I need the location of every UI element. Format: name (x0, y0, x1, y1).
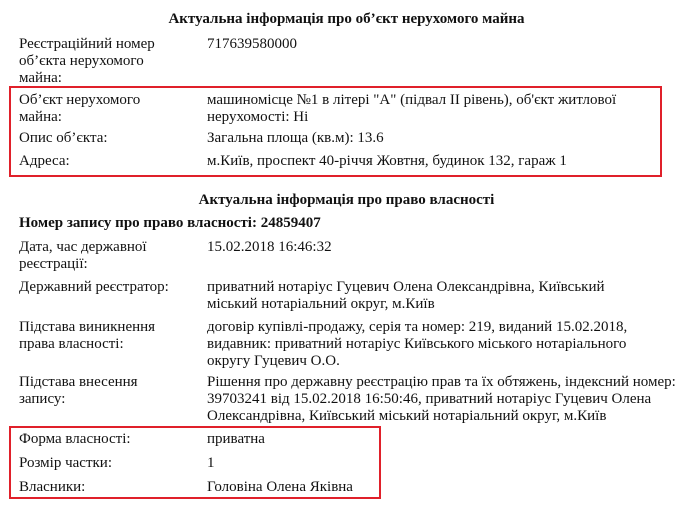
label-property-object: Об’єкт нерухомого майна: (19, 92, 141, 125)
highlight-box-ownership (9, 426, 381, 499)
value-owners: Головіна Олена Яківна (207, 479, 353, 495)
label-entry-basis: Підстава внесення запису: (19, 374, 138, 407)
label-owners: Власники: (19, 479, 86, 495)
label-registration-date: Дата, час державної реєстрації: (19, 239, 147, 272)
label-state-registrar: Державний реєстратор: (19, 279, 169, 295)
label-address: Адреса: (19, 153, 70, 169)
row-ownership-basis (19, 319, 689, 370)
highlight-box-property (9, 86, 662, 177)
label-ownership-basis: Підстава виникнення права власності: (19, 319, 156, 352)
ownership-record-number: Номер запису про право власності: 24859407 (19, 215, 321, 231)
value-object-description: Загальна площа (кв.м): 13.6 (207, 130, 384, 146)
value-ownership-form: приватна (207, 431, 265, 447)
value-registration-date: 15.02.2018 16:46:32 (207, 239, 332, 255)
row-state-registrar (19, 279, 689, 313)
row-registration-number (19, 36, 689, 88)
value-share-size: 1 (207, 455, 215, 471)
value-address: м.Київ, проспект 40-річчя Жовтня, будинок 132, гараж 1 (207, 153, 567, 169)
value-ownership-basis: договір купівлі-продажу, серія та номер: 219, виданий 15.02.2018, видавник: приватний нотаріус Київського міського нотаріального округу Гуцевич О.О. (207, 319, 628, 369)
row-registration-date (19, 239, 689, 273)
label-share-size: Розмір частки: (19, 455, 112, 471)
value-registration-number: 717639580000 (207, 36, 297, 52)
value-entry-basis: Рішення про державну реєстрацію прав та їх обтяжень, індексний номер: 39703241 від 15.02.2018 16:50:46, приватний нотаріус Гуцевич Олена Олександрівна, Київський міський нотаріальний округ, м.Київ (207, 374, 676, 424)
label-ownership-form: Форма власності: (19, 431, 131, 447)
section-title-ownership: Актуальна інформація про право власності (198, 192, 495, 208)
row-entry-basis (19, 374, 689, 425)
label-registration-number: Реєстраційний номер об’єкта нерухомого майна: (19, 36, 155, 86)
label-object-description: Опис об’єкта: (19, 130, 108, 146)
value-property-object: машиномісце №1 в літері "А" (підвал ІІ рівень), об'єкт житлової нерухомості: Ні (207, 92, 617, 125)
section-title-property: Актуальна інформація про об’єкт нерухомого майна (168, 11, 525, 27)
value-state-registrar: приватний нотаріус Гуцевич Олена Олександрівна, Київський міський нотаріальний округ, м.Київ (207, 279, 605, 312)
